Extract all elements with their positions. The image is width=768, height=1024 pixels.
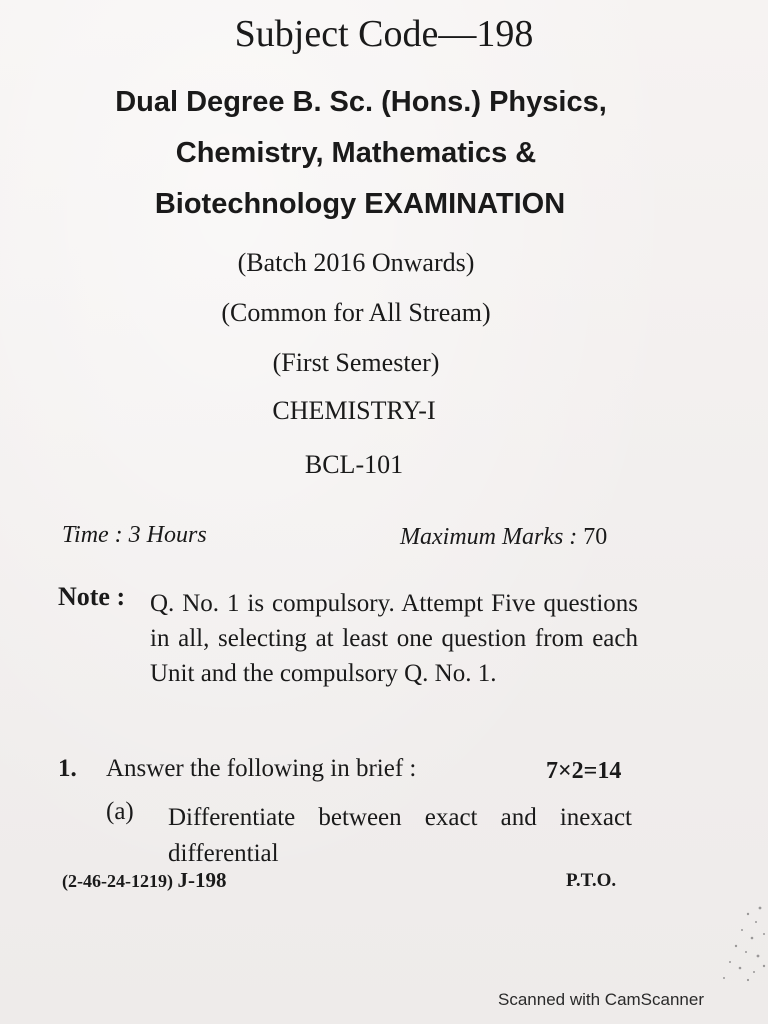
exam-title-line-2: Chemistry, Mathematics &	[175, 137, 537, 169]
semester-line: (First Semester)	[272, 348, 440, 377]
marks-value: 70	[583, 524, 608, 550]
footer-code	[62, 868, 226, 893]
note-text: Q. No. 1 is compulsory. Attempt Five questions in all, selecting at least one question from each Unit and the compulsory Q. No. 1.	[150, 590, 638, 687]
paper-name: CHEMISTRY-I	[272, 396, 436, 425]
paper-code: BCL-101	[304, 450, 404, 479]
pto-marker: P.T.O.	[566, 870, 617, 891]
paper-ref: J-198	[177, 868, 227, 892]
time-value: 3 Hours	[128, 522, 207, 548]
stream-line: (Common for All Stream)	[221, 298, 491, 327]
print-code: (2-46-24-1219)	[62, 871, 173, 891]
batch-line: (Batch 2016 Onwards)	[237, 248, 475, 277]
scanner-watermark: Scanned with CamScanner	[498, 990, 705, 1009]
question-text: Answer the following in brief :	[106, 755, 417, 782]
time-label: Time :	[62, 522, 123, 548]
marks-label: Maximum Marks :	[400, 524, 578, 550]
part-a-text: Differentiate between exact and inexact differential	[168, 804, 632, 867]
exam-title-line-1: Dual Degree B. Sc. (Hons.) Physics,	[115, 86, 607, 118]
question-marks: 7×2=14	[546, 758, 622, 784]
note-label: Note :	[58, 582, 126, 611]
time-allowed	[62, 522, 207, 549]
question-number: 1.	[58, 755, 77, 782]
subject-code: Subject Code—198	[234, 13, 534, 55]
part-a-label: (a)	[106, 798, 134, 825]
exam-title-line-3: Biotechnology EXAMINATION	[154, 188, 566, 220]
maximum-marks	[400, 524, 607, 551]
paper-texture-corner	[708, 894, 768, 984]
